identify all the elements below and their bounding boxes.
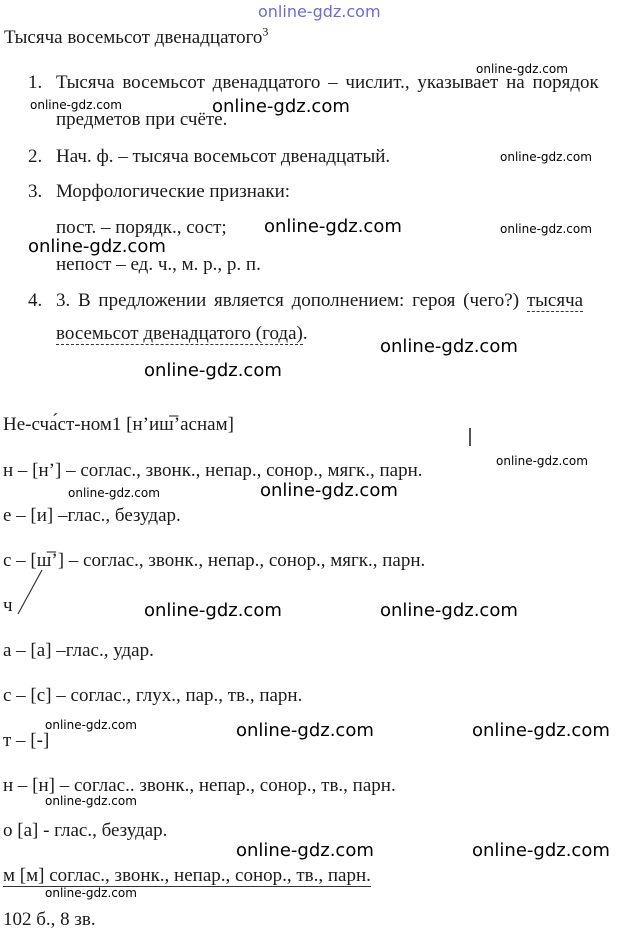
phonetic-row: о [а] - глас., безудар. <box>3 820 168 841</box>
watermark: online-gdz.com <box>68 486 160 500</box>
watermark: online-gdz.com <box>45 718 137 732</box>
phonetic-row: с – [ш̅’] – соглас., звонк., непар., сонор., мягк., парн. <box>3 550 426 571</box>
item-1-line2: предметов при счёте. <box>56 109 228 130</box>
watermark: online-gdz.com <box>500 150 592 164</box>
item-4-underlined2: восемьсот двенадцатого (года) <box>56 323 303 344</box>
item-2-text: Нач. ф. – тысяча восемьсот двенадцатый. <box>56 146 391 167</box>
title-text: Тысяча восемьсот двенадцатого <box>4 27 263 48</box>
phonetic-last-row <box>3 865 371 887</box>
watermark: online-gdz.com <box>30 98 122 112</box>
watermark: online-gdz.com <box>144 600 282 621</box>
item-3-heading: Морфологические признаки: <box>56 181 291 202</box>
watermark: online-gdz.com <box>45 886 137 900</box>
scan-mark <box>469 428 471 446</box>
header-watermark: online-gdz.com <box>258 2 381 21</box>
item-3-nonconst: непост – ед. ч., м. р., р. п. <box>56 254 261 275</box>
watermark: online-gdz.com <box>476 62 568 76</box>
watermark: online-gdz.com <box>45 794 137 808</box>
watermark: online-gdz.com <box>380 336 518 357</box>
phonetic-row: н – [н’] – соглас., звонк., непар., сонор., мягк., парн. <box>3 460 423 481</box>
watermark: online-gdz.com <box>380 600 518 621</box>
item-4-line1 <box>56 290 583 312</box>
phonetic-row: е – [и] –глас., безудар. <box>3 505 181 526</box>
item-3-number: 3. <box>28 181 43 202</box>
title-footnote: 3 <box>262 24 269 39</box>
phonetic-last-row-text: м [м] соглас., звонк., непар., сонор., тв., парн. <box>3 865 371 886</box>
phonetic-row: с – [с] – соглас., глух., пар., тв., парн. <box>3 685 303 706</box>
watermark: online-gdz.com <box>472 840 610 861</box>
watermark: online-gdz.com <box>496 454 588 468</box>
watermark: online-gdz.com <box>236 720 374 741</box>
phonetic-summary: 102 б., 8 зв. <box>3 909 96 930</box>
watermark: online-gdz.com <box>500 222 592 236</box>
item-4-line2 <box>56 323 308 345</box>
phonetic-row: т – [-] <box>3 730 50 751</box>
item-4-lead: 3. В предложении является дополнением: героя (чего?) <box>56 290 527 311</box>
watermark: online-gdz.com <box>472 720 610 741</box>
watermark: online-gdz.com <box>264 216 402 237</box>
phonetic-row: н – [н] – соглас.. звонк., непар., сонор., тв., парн. <box>3 775 396 796</box>
item-1-line1: Тысяча восемьсот двенадцатого – числит., указывает на порядок <box>56 72 599 93</box>
item-1-number: 1. <box>28 72 43 93</box>
item-2-number: 2. <box>28 146 43 167</box>
slash-mark <box>14 568 44 618</box>
item-4-end: . <box>302 323 308 344</box>
phonetic-row: а – [а] –глас., удар. <box>3 640 154 661</box>
watermark: online-gdz.com <box>144 360 282 381</box>
watermark: online-gdz.com <box>28 236 166 257</box>
watermark: online-gdz.com <box>212 96 350 117</box>
phonetic-row: ч <box>3 595 13 616</box>
item-4-number: 4. <box>28 290 43 311</box>
watermark: online-gdz.com <box>236 840 374 861</box>
phonetic-word: Не-сча́ст-ном1 [н’иш̅’аснам] <box>3 414 234 435</box>
item-4-underlined1: тысяча <box>526 290 584 311</box>
watermark: online-gdz.com <box>260 480 398 501</box>
title <box>4 24 269 49</box>
item-3-const: пост. – порядк., сост; <box>56 217 227 238</box>
